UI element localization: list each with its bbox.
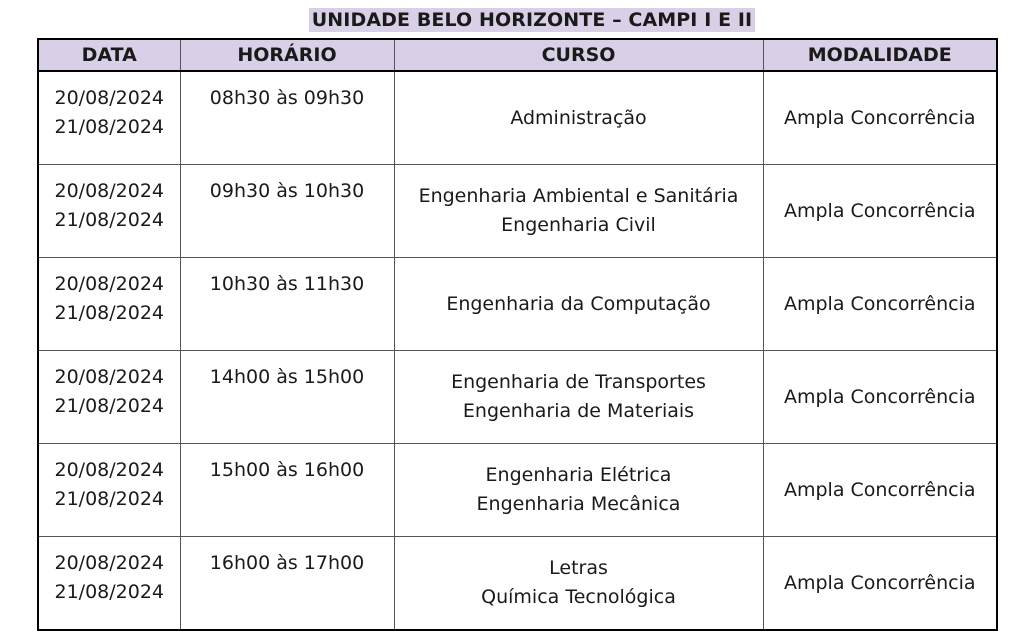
course-line: Engenharia da Computação	[446, 292, 711, 315]
course-cell	[394, 258, 763, 351]
time-cell: 09h30 às 10h30	[180, 165, 394, 258]
mode-cell: Ampla Concorrência	[763, 537, 997, 631]
course-line: Engenharia de Transportes	[451, 371, 706, 393]
date-line: 21/08/2024	[54, 581, 164, 603]
course-line: Engenharia de Materiais	[462, 400, 695, 422]
table-row	[38, 165, 997, 258]
title-container	[0, 8, 1024, 32]
header-mode: MODALIDADE	[763, 39, 997, 71]
course-cell	[394, 537, 763, 631]
date-cell	[38, 258, 180, 351]
course-cell	[394, 351, 763, 444]
mode-cell: Ampla Concorrência	[763, 258, 997, 351]
table-row	[38, 444, 997, 537]
mode-cell: Ampla Concorrência	[763, 71, 997, 165]
course-line: Química Tecnológica	[481, 586, 676, 608]
course-line: Engenharia Mecânica	[476, 493, 681, 515]
time-cell: 16h00 às 17h00	[180, 537, 394, 631]
date-cell	[38, 71, 180, 165]
date-cell	[38, 165, 180, 258]
date-line: 20/08/2024	[54, 87, 164, 109]
time-cell: 10h30 às 11h30	[180, 258, 394, 351]
date-line: 20/08/2024	[54, 459, 164, 481]
course-line: Engenharia Civil	[501, 214, 656, 236]
header-row	[38, 39, 997, 71]
mode-cell: Ampla Concorrência	[763, 444, 997, 537]
date-cell	[38, 351, 180, 444]
date-line: 20/08/2024	[54, 366, 164, 388]
course-line: Engenharia Ambiental e Sanitária	[418, 185, 739, 207]
date-line: 21/08/2024	[54, 488, 164, 510]
schedule-table	[37, 38, 998, 631]
date-line: 21/08/2024	[54, 395, 164, 417]
course-line: Engenharia Elétrica	[485, 464, 672, 486]
table-row	[38, 351, 997, 444]
mode-cell: Ampla Concorrência	[763, 351, 997, 444]
time-cell: 08h30 às 09h30	[180, 71, 394, 165]
date-cell	[38, 444, 180, 537]
course-line: Administração	[510, 106, 647, 129]
table-row	[38, 537, 997, 631]
date-cell	[38, 537, 180, 631]
table-row	[38, 258, 997, 351]
page-title: UNIDADE BELO HORIZONTE – CAMPI I E II	[309, 8, 755, 32]
course-cell	[394, 71, 763, 165]
course-cell	[394, 444, 763, 537]
course-cell	[394, 165, 763, 258]
time-cell: 15h00 às 16h00	[180, 444, 394, 537]
date-line: 20/08/2024	[54, 180, 164, 202]
header-time: HORÁRIO	[180, 39, 394, 71]
date-line: 21/08/2024	[54, 302, 164, 324]
date-line: 21/08/2024	[54, 209, 164, 231]
date-line: 20/08/2024	[54, 273, 164, 295]
table-row	[38, 71, 997, 165]
mode-cell: Ampla Concorrência	[763, 165, 997, 258]
header-date: DATA	[38, 39, 180, 71]
course-line: Letras	[549, 557, 608, 579]
date-line: 21/08/2024	[54, 116, 164, 138]
header-course: CURSO	[394, 39, 763, 71]
time-cell: 14h00 às 15h00	[180, 351, 394, 444]
date-line: 20/08/2024	[54, 552, 164, 574]
